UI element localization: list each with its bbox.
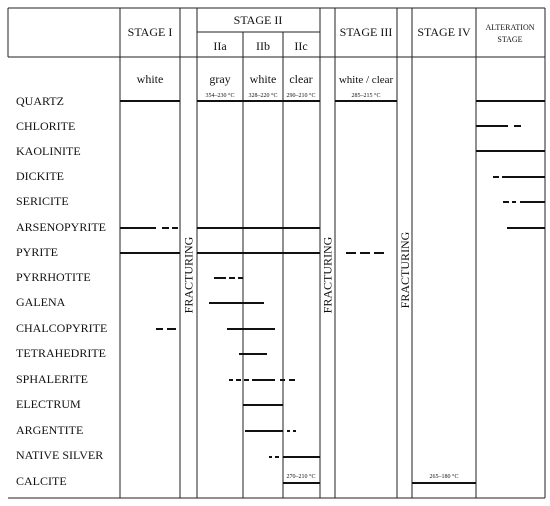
mineral-label-argentite: ARGENTITE <box>16 423 84 437</box>
mineral-label-chlorite: CHLORITE <box>16 119 76 133</box>
stage2c-calcite-temperature: 270–210 °C <box>286 474 316 480</box>
alteration-header-line2: STAGE <box>497 35 523 44</box>
header-row <box>128 13 535 53</box>
mineral-label-calcite: CALCITE <box>16 474 67 488</box>
stage3-color: white / clear <box>338 74 394 86</box>
mineral-label-galena: GALENA <box>16 295 66 309</box>
stage2-header: STAGE II <box>233 13 283 27</box>
fracturing-label-2: FRACTURING <box>320 236 335 314</box>
stage2a-color: gray <box>209 72 231 86</box>
stage2a-temperature: 354–230 °C <box>205 93 235 99</box>
mineral-label-kaolinite: KAOLINITE <box>16 144 81 158</box>
mineral-label-arsenopyrite: ARSENOPYRITE <box>16 220 107 234</box>
stage2b-color: white <box>249 72 277 86</box>
mineral-label-sericite: SERICITE <box>16 194 69 208</box>
alteration-header-line1: ALTERATION <box>485 23 535 32</box>
stage1-header: STAGE I <box>127 25 173 39</box>
mineral-label-quartz: QUARTZ <box>16 94 64 108</box>
mineral-label-chalcopyrite: CHALCOPYRITE <box>16 321 108 335</box>
fracturing-labels <box>182 231 413 313</box>
stage2c-temperature: 290–210 °C <box>286 93 316 99</box>
mineral-label-sphalerite: SPHALERITE <box>16 372 88 386</box>
mineral-label-tetrahedrite: TETRAHEDRITE <box>16 346 106 360</box>
color-row <box>137 72 394 86</box>
stage2c-header: IIc <box>294 39 308 53</box>
mineral-label-dickite: DICKITE <box>16 169 64 183</box>
stage2b-header: IIb <box>256 39 270 53</box>
mineral-list <box>16 94 107 488</box>
stage2b-temperature: 328–220 °C <box>248 93 278 99</box>
fracturing-label-1: FRACTURING <box>181 236 196 314</box>
mineral-label-pyrrhotite: PYRRHOTITE <box>16 270 91 284</box>
stage3-header: STAGE III <box>339 25 393 39</box>
mineral-label-native-silver: NATIVE SILVER <box>16 448 104 462</box>
stage4-temperature: 265–180 °C <box>429 474 459 480</box>
stage4-header: STAGE IV <box>417 25 471 39</box>
stage3-temperature: 285–215 °C <box>351 93 381 99</box>
mineral-label-pyrite: PYRITE <box>16 245 58 259</box>
mineral-label-electrum: ELECTRUM <box>16 397 81 411</box>
stage1-color: white <box>136 72 164 86</box>
stage2a-header: IIa <box>213 39 227 53</box>
stage2c-color: clear <box>289 72 313 86</box>
fracturing-label-3: FRACTURING <box>398 231 412 309</box>
